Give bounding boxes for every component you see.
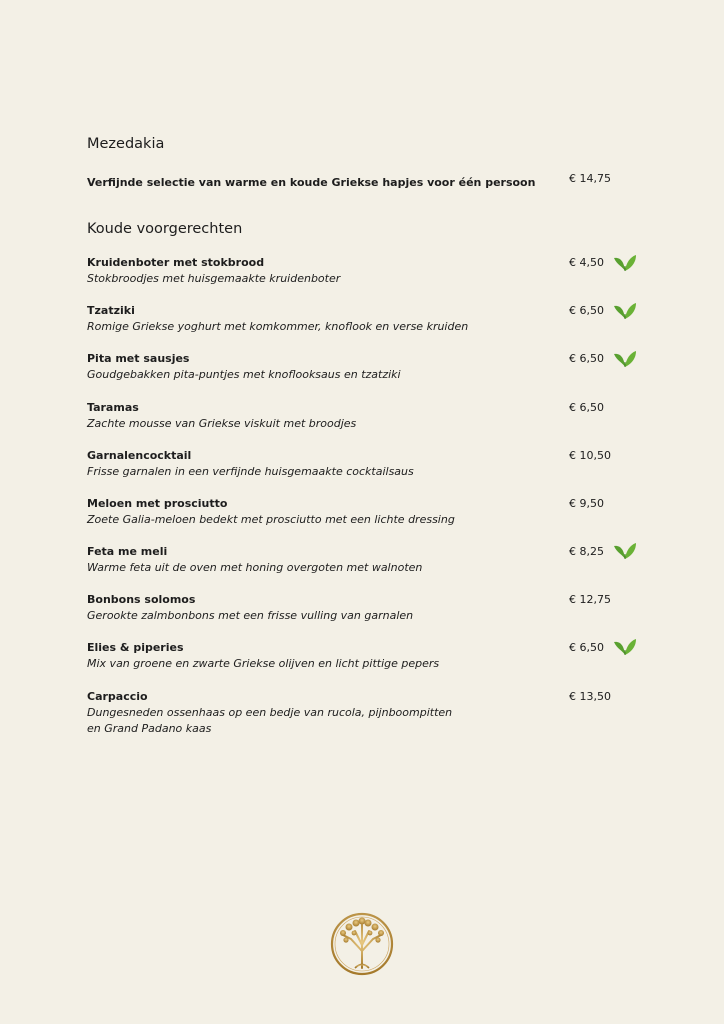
item-name: Elies & piperies: [87, 641, 184, 654]
item-price: € 14,75: [569, 172, 611, 185]
menu-item: [87, 400, 647, 432]
item-name: Tzatziki: [87, 304, 135, 317]
menu-item: [87, 303, 647, 335]
item-description: Stokbroodjes met huisgemaakte kruidenboter: [87, 272, 341, 285]
item-description: Frisse garnalen in een verfijnde huisgemaakte cocktailsaus: [87, 465, 414, 478]
item-description-line2: en Grand Padano kaas: [87, 722, 212, 735]
item-price: € 12,75: [569, 593, 611, 606]
menu-item: [87, 255, 647, 287]
item-name: Meloen met prosciutto: [87, 497, 228, 510]
item-name: Verfijnde selectie van warme en koude Griekse hapjes voor één persoon: [87, 176, 536, 189]
menu-item: [87, 448, 647, 480]
item-name: Taramas: [87, 401, 139, 414]
golden-tree-logo-icon: [329, 911, 395, 977]
item-price: € 4,50: [569, 256, 604, 269]
item-description: Goudgebakken pita-puntjes met knoflooksaus en tzatziki: [87, 368, 401, 381]
item-description: Warme feta uit de oven met honing overgoten met walnoten: [87, 561, 423, 574]
item-price: € 10,50: [569, 449, 611, 462]
item-name: Pita met sausjes: [87, 352, 190, 365]
item-description: Zoete Galia-meloen bedekt met prosciutto met een lichte dressing: [87, 513, 455, 526]
menu-item: [87, 351, 647, 383]
item-price: € 9,50: [569, 497, 604, 510]
item-price: € 6,50: [569, 304, 604, 317]
item-description: Zachte mousse van Griekse viskuit met broodjes: [87, 417, 357, 430]
vegetarian-leaf-icon: [613, 638, 637, 656]
vegetarian-leaf-icon: [613, 350, 637, 368]
item-name: Garnalencocktail: [87, 449, 192, 462]
item-description: Dungesneden ossenhaas op een bedje van rucola, pijnboompitten: [87, 706, 453, 719]
menu-item: [87, 640, 647, 672]
item-price: € 6,50: [569, 401, 604, 414]
menu-item: [87, 689, 647, 737]
menu-item: [87, 544, 647, 576]
vegetarian-leaf-icon: [613, 254, 637, 272]
menu-item: [87, 592, 647, 624]
item-name: Kruidenboter met stokbrood: [87, 256, 265, 269]
item-price: € 6,50: [569, 352, 604, 365]
item-description: Gerookte zalmbonbons met een frisse vulling van garnalen: [87, 609, 414, 622]
section-title-koude-voorgerechten: Koude voorgerechten: [87, 221, 243, 237]
item-name: Carpaccio: [87, 690, 148, 703]
section-title-mezedakia: Mezedakia: [87, 136, 165, 152]
vegetarian-leaf-icon: [613, 542, 637, 560]
item-price: € 8,25: [569, 545, 604, 558]
vegetarian-leaf-icon: [613, 302, 637, 320]
menu-item: [87, 496, 647, 528]
item-name: Feta me meli: [87, 545, 168, 558]
item-price: € 6,50: [569, 641, 604, 654]
item-description: Mix van groene en zwarte Griekse olijven en licht pittige pepers: [87, 657, 440, 670]
item-description: Romige Griekse yoghurt met komkommer, knoflook en verse kruiden: [87, 320, 469, 333]
menu-item-mezedakia: [87, 171, 647, 191]
item-price: € 13,50: [569, 690, 611, 703]
item-name: Bonbons solomos: [87, 593, 196, 606]
